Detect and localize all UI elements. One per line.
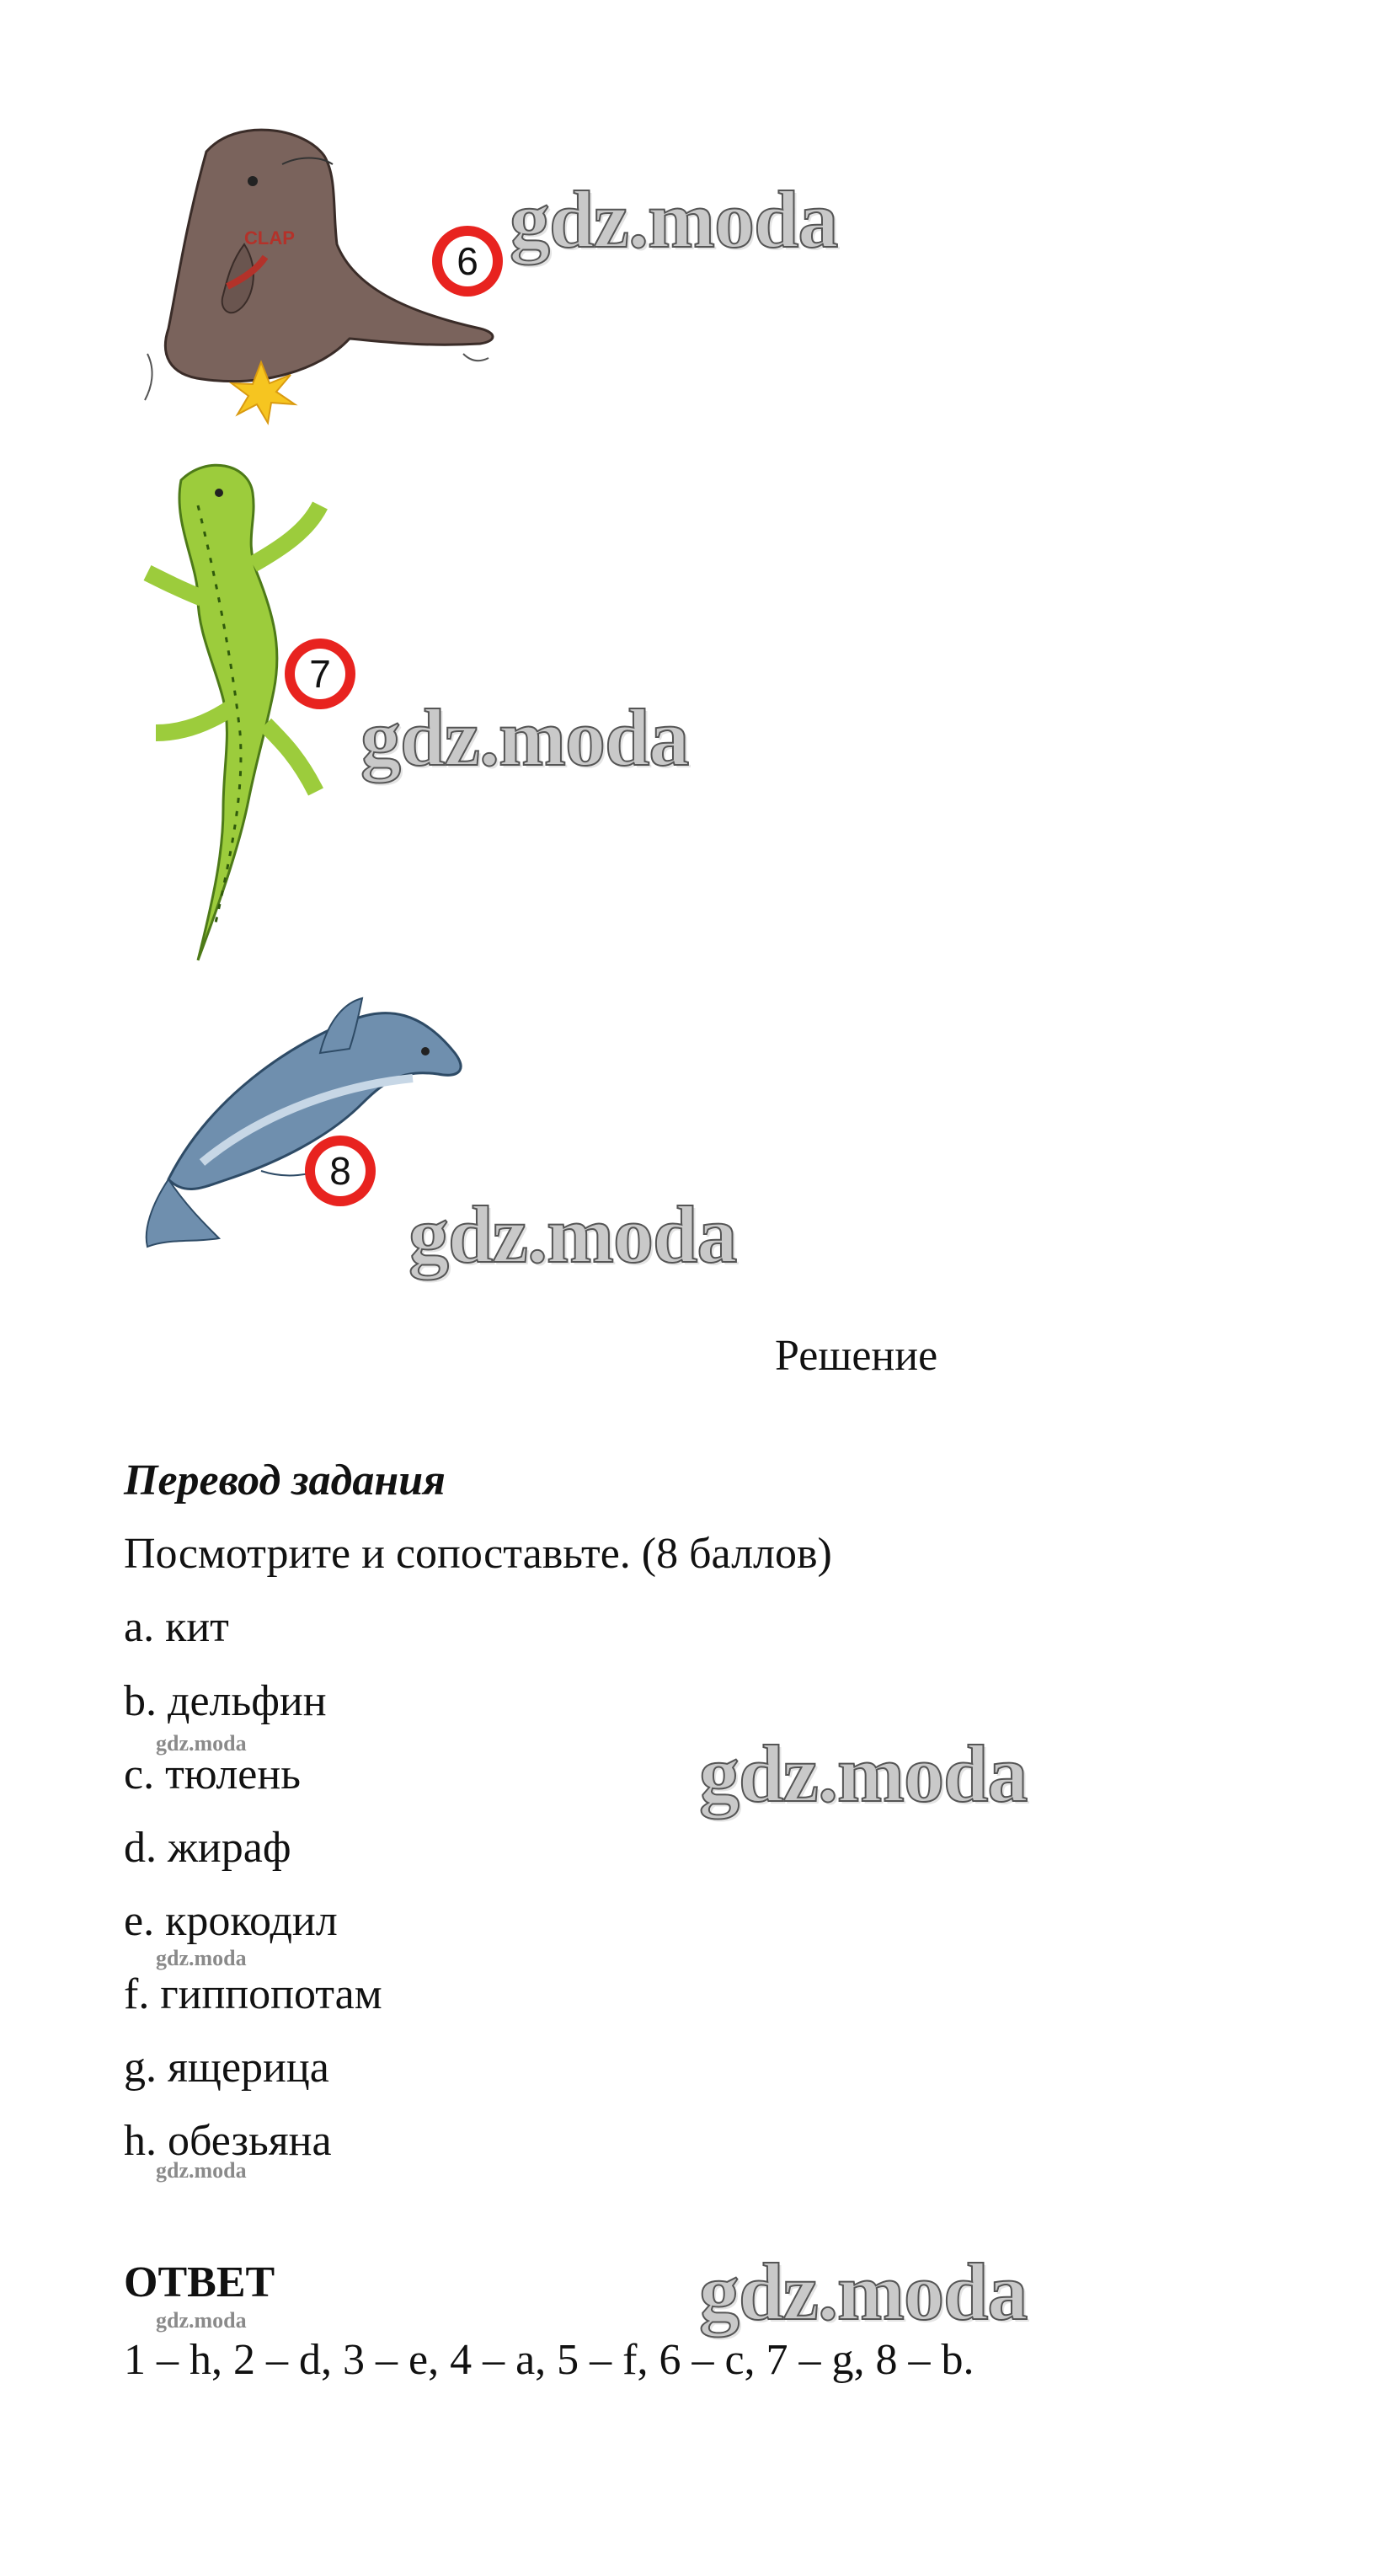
list-item: c. тюлень	[124, 1750, 301, 1798]
solution-heading: Решение	[775, 1332, 938, 1380]
watermark: gdz.moda	[699, 2247, 1028, 2337]
list-item: b. дельфин	[124, 1677, 327, 1725]
watermark: gdz.moda	[408, 1189, 737, 1280]
badge-8	[305, 1136, 376, 1206]
answer-text: 1 – h, 2 – d, 3 – e, 4 – a, 5 – f, 6 – c, 7 – g, 8 – b.	[124, 2336, 974, 2384]
badge-6	[432, 226, 503, 297]
list-item: a. кит	[124, 1603, 229, 1651]
translation-instruction: Посмотрите и сопоставьте. (8 баллов)	[124, 1530, 832, 1578]
clap-text: CLAP	[244, 227, 295, 249]
list-item: e. крокодил	[124, 1897, 338, 1945]
badge-number: 8	[315, 1146, 366, 1196]
list-item: g. ящерица	[124, 2044, 329, 2092]
watermark: gdz.moda	[699, 1729, 1028, 1819]
badge-number: 6	[442, 236, 493, 286]
watermark-small: gdz.moda	[156, 2308, 247, 2333]
list-item: h. обезьяна	[124, 2117, 332, 2165]
list-item: f. гиппопотам	[124, 1970, 382, 2018]
watermark: gdz.moda	[360, 692, 689, 783]
translation-heading: Перевод задания	[124, 1456, 446, 1504]
badge-7	[285, 639, 355, 709]
list-item: d. жираф	[124, 1824, 291, 1872]
watermark: gdz.moda	[510, 174, 838, 265]
badge-number: 7	[295, 649, 345, 699]
watermark-small: gdz.moda	[156, 1946, 247, 1970]
lizard-illustration	[139, 455, 366, 969]
answer-heading: ОТВЕТ	[124, 2258, 275, 2306]
watermark-small: gdz.moda	[156, 1731, 247, 1756]
watermark-small: gdz.moda	[156, 2158, 247, 2183]
